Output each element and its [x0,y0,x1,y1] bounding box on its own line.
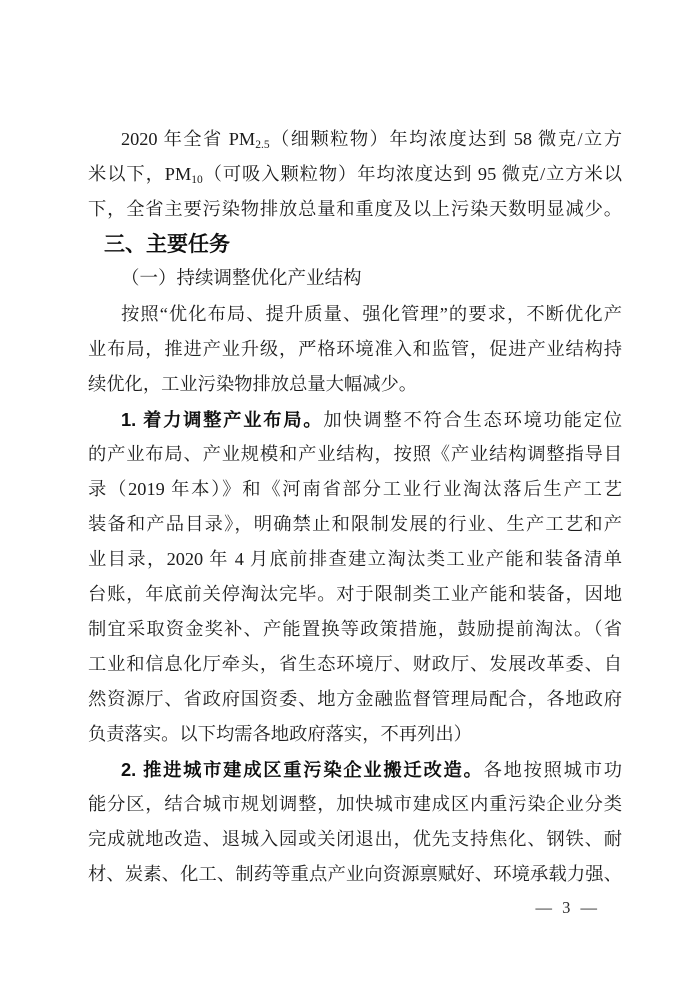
p3-line-1-rest: 加快调整不符合生态环境功能定位 [323,410,623,430]
p4-line-1-rest: 各地按照城市功 [483,760,623,780]
pm10-subscript: 10 [191,174,203,186]
p3-line-1 [88,402,622,437]
p2-line-1: 按照“优化布局、提升质量、强化管理”的要求，不断优化产 [121,304,622,324]
p3-line-7: 制宜采取资金奖补、产能置换等政策措施，鼓励提前淘汰。（省 [88,619,622,639]
p1-line-1-text-a: 2020 年全省 PM [121,129,256,149]
p2-line-3: 续优化，工业污染物排放总量大幅减少。 [88,374,418,394]
p2-line-2: 业布局，推进产业升级，严格环境准入和监管，促进产业结构持 [88,339,622,359]
document-body [88,122,622,918]
p4-line-1 [88,752,622,787]
pm25-subscript: 2.5 [255,139,270,151]
p1-line-1-text-b: （细颗粒物）年均浓度达到 58 微克/立方 [269,129,622,149]
p3-line-8: 工业和信息化厅牵头，省生态环境厅、财政厅、发展改革委、自 [88,654,622,674]
subsection-heading: （一）持续调整优化产业结构 [121,269,362,289]
p3-line-6: 台账，年底前关停淘汰完毕。对于限制类工业产能和装备，因地 [88,584,622,604]
item-2-lead: 2. 推进城市建成区重污染企业搬迁改造。 [121,759,484,780]
p1-line-2 [88,157,622,192]
p4-line-2: 能分区，结合城市规划调整，加快城市建成区内重污染企业分类 [88,794,622,814]
p1-line-2-text-b: （可吸入颗粒物）年均浓度达到 95 微克/立方米以 [202,164,622,184]
p1-line-3: 下，全省主要污染物排放总量和重度及以上污染天数明显减少。 [88,199,622,219]
p3-line-2: 的产业布局、产业规模和产业结构，按照《产业结构调整指导目 [88,444,622,464]
item-1-lead: 1. 着力调整产业布局。 [121,409,324,430]
page-number: — 3 — [535,898,600,917]
section-heading: 三、主要任务 [104,233,230,256]
p3-line-3: 录（2019 年本）》和《河南省部分工业行业淘汰落后生产工艺 [88,479,622,499]
p4-line-4: 材、炭素、化工、制药等重点产业向资源禀赋好、环境承载力强、 [88,864,622,884]
p3-line-9: 然资源厅、省政府国资委、地方金融监督管理局配合，各地政府 [88,689,622,709]
p1-line-2-text-a: 米以下，PM [88,164,192,184]
p3-line-5: 业目录，2020 年 4 月底前排查建立淘汰类工业产能和装备清单 [88,549,622,569]
p3-line-4: 装备和产品目录》，明确禁止和限制发展的行业、生产工艺和产 [88,514,622,534]
p1-line-1 [88,122,622,157]
p3-line-10: 负责落实。以下均需各地政府落实，不再列出） [88,724,472,744]
p4-line-3: 完成就地改造、退城入园或关闭退出，优先支持焦化、钢铁、耐 [88,829,622,849]
